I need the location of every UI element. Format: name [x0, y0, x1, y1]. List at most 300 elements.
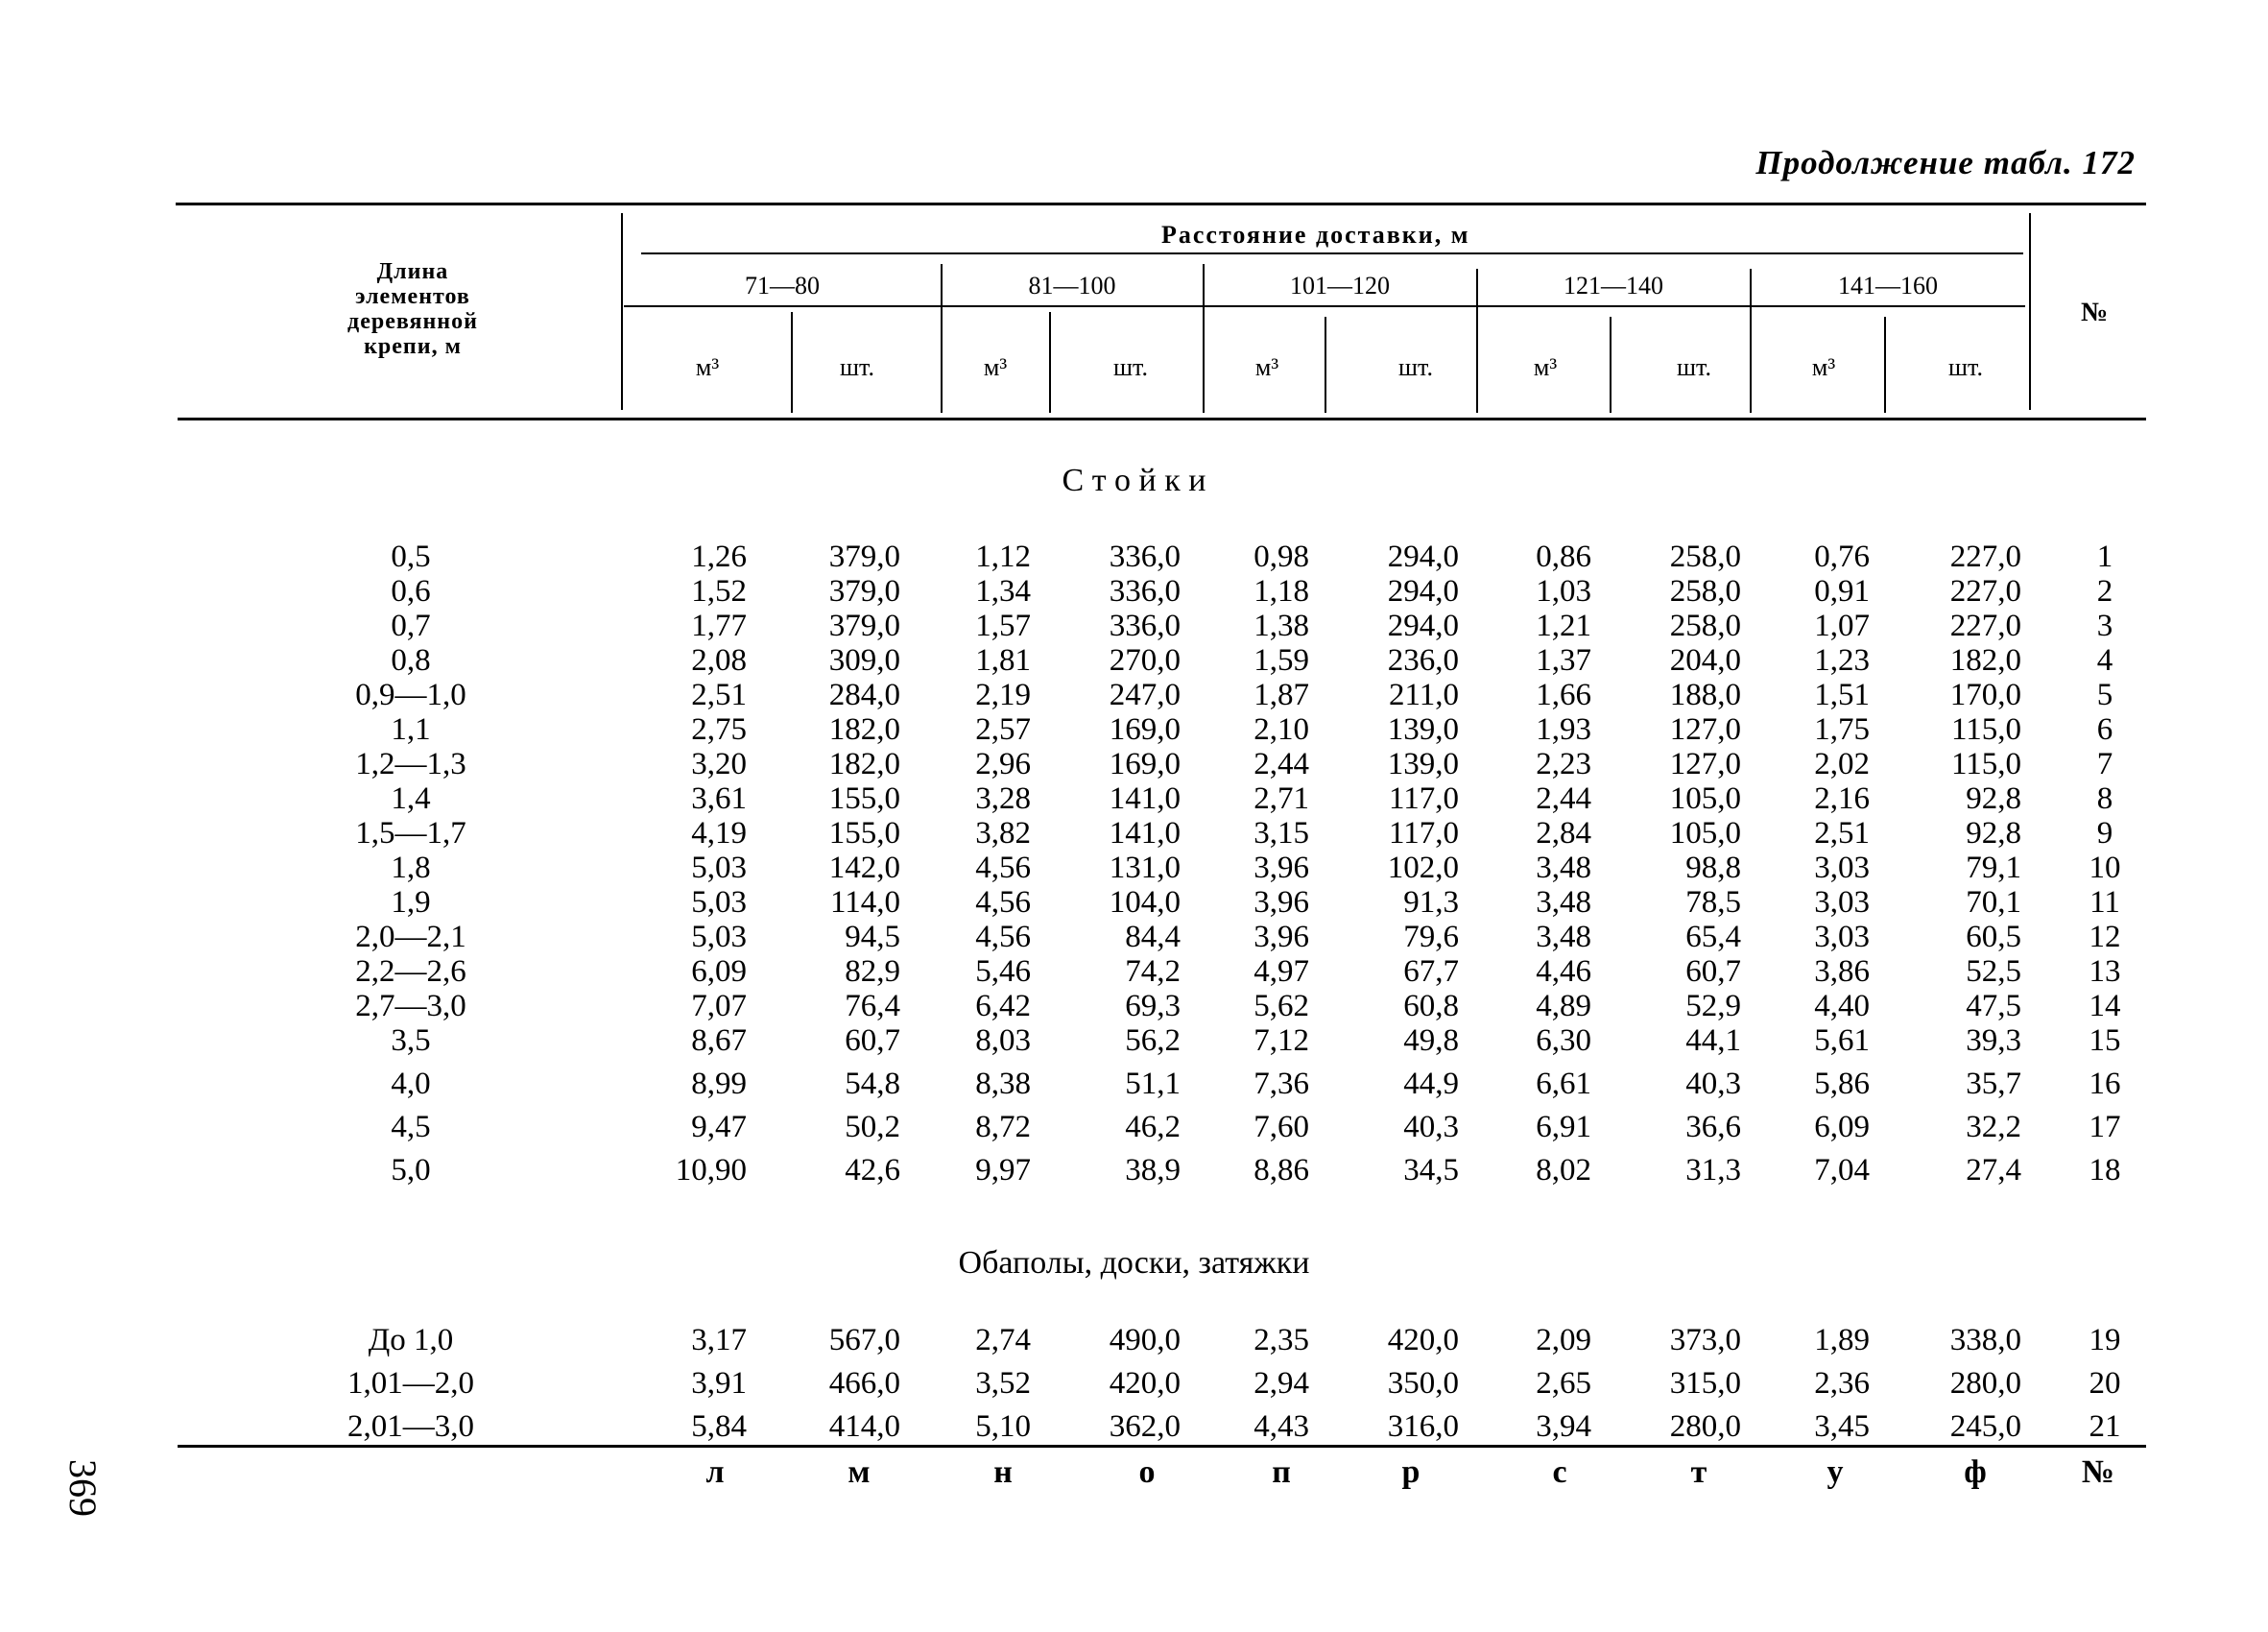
table-row: [0, 678, 2268, 712]
volume-m3-cell: 3,52: [975, 1366, 1031, 1401]
column-letter: с: [1552, 1454, 1567, 1490]
volume-m3-cell: 0,91: [1814, 574, 1870, 609]
unit-m3: м³: [1811, 353, 1836, 381]
column-letter: т: [1690, 1454, 1707, 1490]
length-cell: 0,9—1,0: [355, 678, 466, 712]
count-pcs-cell: 44,9: [1403, 1067, 1459, 1101]
length-cell: 0,8: [391, 643, 431, 678]
volume-m3-cell: 2,65: [1536, 1366, 1591, 1401]
group-header: 141—160: [1838, 272, 1938, 300]
volume-m3-cell: 4,56: [975, 920, 1031, 954]
table-row: [0, 816, 2268, 851]
volume-m3-cell: 5,03: [691, 851, 747, 885]
length-cell: 2,0—2,1: [355, 920, 466, 954]
volume-m3-cell: 8,99: [691, 1067, 747, 1101]
volume-m3-cell: 2,19: [975, 678, 1031, 712]
volume-m3-cell: 6,09: [1814, 1110, 1870, 1144]
length-cell: 1,9: [391, 885, 431, 920]
count-pcs-cell: 227,0: [1949, 574, 2021, 609]
volume-m3-cell: 2,74: [975, 1323, 1031, 1357]
distance-underline: [641, 252, 2023, 254]
table-row: [0, 885, 2268, 920]
group-underline: [624, 305, 2025, 307]
count-pcs-cell: 270,0: [1109, 643, 1181, 678]
volume-m3-cell: 3,17: [691, 1323, 747, 1357]
table-row: [0, 1023, 2268, 1058]
header-bottom-rule: [178, 418, 2146, 420]
volume-m3-cell: 1,66: [1536, 678, 1591, 712]
column-letter: р: [1401, 1454, 1420, 1490]
volume-m3-cell: 1,81: [975, 643, 1031, 678]
volume-m3-cell: 7,36: [1253, 1067, 1309, 1101]
count-pcs-cell: 567,0: [828, 1323, 900, 1357]
volume-m3-cell: 2,23: [1536, 747, 1591, 781]
volume-m3-cell: 3,94: [1536, 1409, 1591, 1444]
count-pcs-cell: 69,3: [1125, 989, 1181, 1023]
count-pcs-cell: 105,0: [1669, 816, 1741, 851]
volume-m3-cell: 2,16: [1814, 781, 1870, 816]
volume-m3-cell: 0,86: [1536, 540, 1591, 574]
volume-m3-cell: 2,35: [1253, 1323, 1309, 1357]
length-cell: 1,8: [391, 851, 431, 885]
volume-m3-cell: 6,30: [1536, 1023, 1591, 1058]
count-pcs-cell: 27,4: [1966, 1153, 2021, 1188]
header-vline: [2029, 213, 2031, 410]
count-pcs-cell: 49,8: [1403, 1023, 1459, 1058]
table-row: [0, 851, 2268, 885]
row-number-cell: 19: [2089, 1323, 2121, 1357]
count-pcs-cell: 227,0: [1949, 609, 2021, 643]
unit-m3: м³: [983, 353, 1008, 381]
volume-m3-cell: 2,09: [1536, 1323, 1591, 1357]
table-row: [0, 1067, 2268, 1101]
count-pcs-cell: 60,8: [1403, 989, 1459, 1023]
volume-m3-cell: 6,09: [691, 954, 747, 989]
count-pcs-cell: 65,4: [1685, 920, 1741, 954]
count-pcs-cell: 92,8: [1966, 816, 2021, 851]
count-pcs-cell: 34,5: [1403, 1153, 1459, 1188]
volume-m3-cell: 1,23: [1814, 643, 1870, 678]
count-pcs-cell: 169,0: [1109, 712, 1181, 747]
row-number-cell: 2: [2096, 574, 2113, 609]
count-pcs-cell: 51,1: [1125, 1067, 1181, 1101]
length-cell: 0,7: [391, 609, 431, 643]
table-row: [0, 920, 2268, 954]
count-pcs-cell: 258,0: [1669, 574, 1741, 609]
volume-m3-cell: 4,46: [1536, 954, 1591, 989]
length-cell: 4,0: [391, 1067, 431, 1101]
volume-m3-cell: 2,36: [1814, 1366, 1870, 1401]
count-pcs-cell: 42,6: [845, 1153, 900, 1188]
row-number-cell: 16: [2089, 1067, 2121, 1101]
volume-m3-cell: 3,48: [1536, 851, 1591, 885]
volume-m3-cell: 6,61: [1536, 1067, 1591, 1101]
volume-m3-cell: 1,07: [1814, 609, 1870, 643]
volume-m3-cell: 1,21: [1536, 609, 1591, 643]
volume-m3-cell: 3,20: [691, 747, 747, 781]
count-pcs-cell: 44,1: [1685, 1023, 1741, 1058]
row-number-cell: 9: [2096, 816, 2113, 851]
table-row: [0, 1409, 2268, 1444]
length-cell: 1,01—2,0: [347, 1366, 474, 1401]
volume-m3-cell: 3,48: [1536, 885, 1591, 920]
volume-m3-cell: 3,96: [1253, 920, 1309, 954]
volume-m3-cell: 3,61: [691, 781, 747, 816]
count-pcs-cell: 102,0: [1387, 851, 1459, 885]
count-pcs-cell: 79,1: [1966, 851, 2021, 885]
count-pcs-cell: 414,0: [828, 1409, 900, 1444]
volume-m3-cell: 1,93: [1536, 712, 1591, 747]
row-number-cell: 21: [2089, 1409, 2121, 1444]
page-number: 369: [61, 1459, 105, 1517]
table-row: [0, 1323, 2268, 1357]
count-pcs-cell: 258,0: [1669, 540, 1741, 574]
count-pcs-cell: 142,0: [828, 851, 900, 885]
section-title-stoiki: С т о й к и: [1062, 463, 1206, 498]
volume-m3-cell: 3,96: [1253, 851, 1309, 885]
count-pcs-cell: 98,8: [1685, 851, 1741, 885]
row-number-cell: 20: [2089, 1366, 2121, 1401]
volume-m3-cell: 5,86: [1814, 1067, 1870, 1101]
distance-header: Расстояние доставки, м: [1161, 221, 1470, 249]
length-header-line: элементов: [355, 284, 470, 309]
count-pcs-cell: 379,0: [828, 609, 900, 643]
volume-m3-cell: 4,40: [1814, 989, 1870, 1023]
volume-m3-cell: 1,52: [691, 574, 747, 609]
volume-m3-cell: 3,96: [1253, 885, 1309, 920]
unit-pcs: шт.: [1398, 353, 1433, 381]
volume-m3-cell: 7,12: [1253, 1023, 1309, 1058]
column-letter: л: [705, 1454, 725, 1490]
count-pcs-cell: 182,0: [1949, 643, 2021, 678]
row-number-cell: 8: [2096, 781, 2113, 816]
count-pcs-cell: 92,8: [1966, 781, 2021, 816]
count-pcs-cell: 294,0: [1387, 540, 1459, 574]
unit-m3: м³: [695, 353, 720, 381]
count-pcs-cell: 139,0: [1387, 712, 1459, 747]
count-pcs-cell: 490,0: [1109, 1323, 1181, 1357]
volume-m3-cell: 8,38: [975, 1067, 1031, 1101]
count-pcs-cell: 131,0: [1109, 851, 1181, 885]
length-header-line: деревянной: [347, 309, 478, 334]
length-cell: До 1,0: [368, 1323, 454, 1357]
volume-m3-cell: 2,84: [1536, 816, 1591, 851]
unit-vline: [1325, 317, 1326, 413]
volume-m3-cell: 2,51: [691, 678, 747, 712]
number-column-header: №: [2081, 298, 2109, 327]
length-header-line: крепи, м: [364, 334, 462, 359]
count-pcs-cell: 114,0: [829, 885, 900, 920]
count-pcs-cell: 379,0: [828, 574, 900, 609]
length-cell: 0,6: [391, 574, 431, 609]
unit-pcs: шт.: [840, 353, 874, 381]
volume-m3-cell: 6,91: [1536, 1110, 1591, 1144]
count-pcs-cell: 227,0: [1949, 540, 2021, 574]
table-row: [0, 540, 2268, 574]
volume-m3-cell: 6,42: [975, 989, 1031, 1023]
count-pcs-cell: 60,7: [845, 1023, 900, 1058]
length-cell: 4,5: [391, 1110, 431, 1144]
row-number-cell: 18: [2089, 1153, 2121, 1188]
column-letter: н: [993, 1454, 1013, 1490]
row-number-cell: 1: [2096, 540, 2113, 574]
volume-m3-cell: 7,60: [1253, 1110, 1309, 1144]
volume-m3-cell: 9,47: [691, 1110, 747, 1144]
row-number-cell: 4: [2096, 643, 2113, 678]
count-pcs-cell: 127,0: [1669, 747, 1741, 781]
count-pcs-cell: 70,1: [1966, 885, 2021, 920]
volume-m3-cell: 4,43: [1253, 1409, 1309, 1444]
count-pcs-cell: 420,0: [1387, 1323, 1459, 1357]
volume-m3-cell: 5,03: [691, 885, 747, 920]
count-pcs-cell: 350,0: [1387, 1366, 1459, 1401]
length-cell: 3,5: [391, 1023, 431, 1058]
count-pcs-cell: 336,0: [1109, 609, 1181, 643]
count-pcs-cell: 84,4: [1125, 920, 1181, 954]
length-header-line: Длина: [376, 259, 449, 284]
volume-m3-cell: 3,15: [1253, 816, 1309, 851]
count-pcs-cell: 182,0: [828, 747, 900, 781]
unit-pcs: шт.: [1113, 353, 1148, 381]
count-pcs-cell: 336,0: [1109, 540, 1181, 574]
length-column-header: [317, 259, 509, 359]
count-pcs-cell: 115,0: [1950, 712, 2021, 747]
volume-m3-cell: 2,44: [1253, 747, 1309, 781]
volume-m3-cell: 3,82: [975, 816, 1031, 851]
count-pcs-cell: 31,3: [1685, 1153, 1741, 1188]
group-vline: [1750, 269, 1752, 413]
column-letter: м: [848, 1454, 871, 1490]
unit-vline: [791, 312, 793, 413]
volume-m3-cell: 1,37: [1536, 643, 1591, 678]
volume-m3-cell: 8,67: [691, 1023, 747, 1058]
table-row: [0, 609, 2268, 643]
table-row: [0, 1153, 2268, 1188]
volume-m3-cell: 4,56: [975, 851, 1031, 885]
volume-m3-cell: 1,51: [1814, 678, 1870, 712]
count-pcs-cell: 379,0: [828, 540, 900, 574]
volume-m3-cell: 1,18: [1253, 574, 1309, 609]
volume-m3-cell: 2,71: [1253, 781, 1309, 816]
count-pcs-cell: 47,5: [1966, 989, 2021, 1023]
table-bottom-rule: [178, 1445, 2146, 1448]
group-vline: [1203, 264, 1205, 413]
header-vline: [621, 213, 623, 410]
count-pcs-cell: 91,3: [1403, 885, 1459, 920]
volume-m3-cell: 3,28: [975, 781, 1031, 816]
count-pcs-cell: 362,0: [1109, 1409, 1181, 1444]
group-header: 101—120: [1290, 272, 1390, 300]
volume-m3-cell: 2,08: [691, 643, 747, 678]
count-pcs-cell: 40,3: [1403, 1110, 1459, 1144]
column-letter: о: [1138, 1454, 1156, 1490]
group-vline: [1476, 269, 1478, 413]
volume-m3-cell: 2,02: [1814, 747, 1870, 781]
volume-m3-cell: 3,45: [1814, 1409, 1870, 1444]
volume-m3-cell: 3,03: [1814, 920, 1870, 954]
length-cell: 2,01—3,0: [347, 1409, 474, 1444]
table-row: [0, 1366, 2268, 1401]
volume-m3-cell: 0,76: [1814, 540, 1870, 574]
row-number-cell: 15: [2089, 1023, 2121, 1058]
volume-m3-cell: 1,03: [1536, 574, 1591, 609]
volume-m3-cell: 2,57: [975, 712, 1031, 747]
length-cell: 1,4: [391, 781, 431, 816]
count-pcs-cell: 78,5: [1685, 885, 1741, 920]
column-letter: №: [2081, 1454, 2115, 1490]
count-pcs-cell: 245,0: [1949, 1409, 2021, 1444]
count-pcs-cell: 38,9: [1125, 1153, 1181, 1188]
table-row: [0, 747, 2268, 781]
count-pcs-cell: 60,5: [1966, 920, 2021, 954]
length-cell: 0,5: [391, 540, 431, 574]
unit-vline: [1610, 317, 1611, 413]
length-cell: 1,2—1,3: [355, 747, 466, 781]
volume-m3-cell: 2,44: [1536, 781, 1591, 816]
top-rule: [176, 203, 2146, 205]
count-pcs-cell: 280,0: [1669, 1409, 1741, 1444]
table-row: [0, 643, 2268, 678]
count-pcs-cell: 258,0: [1669, 609, 1741, 643]
row-number-cell: 5: [2096, 678, 2113, 712]
volume-m3-cell: 5,46: [975, 954, 1031, 989]
group-header: 81—100: [1028, 272, 1116, 300]
count-pcs-cell: 155,0: [828, 816, 900, 851]
volume-m3-cell: 5,10: [975, 1409, 1031, 1444]
volume-m3-cell: 1,38: [1253, 609, 1309, 643]
volume-m3-cell: 2,96: [975, 747, 1031, 781]
table-row: [0, 781, 2268, 816]
volume-m3-cell: 5,84: [691, 1409, 747, 1444]
length-cell: 1,5—1,7: [355, 816, 466, 851]
volume-m3-cell: 4,56: [975, 885, 1031, 920]
count-pcs-cell: 309,0: [828, 643, 900, 678]
length-cell: 1,1: [391, 712, 431, 747]
volume-m3-cell: 1,89: [1814, 1323, 1870, 1357]
volume-m3-cell: 7,07: [691, 989, 747, 1023]
column-letter: у: [1826, 1454, 1844, 1490]
volume-m3-cell: 1,75: [1814, 712, 1870, 747]
count-pcs-cell: 316,0: [1387, 1409, 1459, 1444]
group-header: 71—80: [745, 272, 820, 300]
group-header: 121—140: [1564, 272, 1663, 300]
count-pcs-cell: 338,0: [1949, 1323, 2021, 1357]
group-vline: [941, 264, 943, 413]
count-pcs-cell: 79,6: [1403, 920, 1459, 954]
volume-m3-cell: 4,19: [691, 816, 747, 851]
table-row: [0, 989, 2268, 1023]
length-cell: 5,0: [391, 1153, 431, 1188]
count-pcs-cell: 40,3: [1685, 1067, 1741, 1101]
count-pcs-cell: 294,0: [1387, 574, 1459, 609]
unit-m3: м³: [1254, 353, 1279, 381]
count-pcs-cell: 188,0: [1669, 678, 1741, 712]
row-number-cell: 13: [2089, 954, 2121, 989]
count-pcs-cell: 236,0: [1387, 643, 1459, 678]
count-pcs-cell: 46,2: [1125, 1110, 1181, 1144]
count-pcs-cell: 115,0: [1950, 747, 2021, 781]
volume-m3-cell: 7,04: [1814, 1153, 1870, 1188]
count-pcs-cell: 117,0: [1388, 816, 1459, 851]
row-number-cell: 14: [2089, 989, 2121, 1023]
volume-m3-cell: 1,26: [691, 540, 747, 574]
count-pcs-cell: 373,0: [1669, 1323, 1741, 1357]
volume-m3-cell: 1,59: [1253, 643, 1309, 678]
count-pcs-cell: 36,6: [1685, 1110, 1741, 1144]
volume-m3-cell: 5,03: [691, 920, 747, 954]
count-pcs-cell: 94,5: [845, 920, 900, 954]
unit-vline: [1884, 317, 1886, 413]
count-pcs-cell: 182,0: [828, 712, 900, 747]
volume-m3-cell: 3,91: [691, 1366, 747, 1401]
volume-m3-cell: 1,57: [975, 609, 1031, 643]
volume-m3-cell: 1,87: [1253, 678, 1309, 712]
count-pcs-cell: 247,0: [1109, 678, 1181, 712]
volume-m3-cell: 4,97: [1253, 954, 1309, 989]
table-row: [0, 1110, 2268, 1144]
row-number-cell: 6: [2096, 712, 2113, 747]
count-pcs-cell: 294,0: [1387, 609, 1459, 643]
count-pcs-cell: 52,9: [1685, 989, 1741, 1023]
count-pcs-cell: 56,2: [1125, 1023, 1181, 1058]
count-pcs-cell: 117,0: [1388, 781, 1459, 816]
count-pcs-cell: 141,0: [1109, 781, 1181, 816]
length-cell: 2,7—3,0: [355, 989, 466, 1023]
table-row: [0, 954, 2268, 989]
count-pcs-cell: 32,2: [1966, 1110, 2021, 1144]
unit-pcs: шт.: [1677, 353, 1711, 381]
volume-m3-cell: 3,03: [1814, 851, 1870, 885]
volume-m3-cell: 3,48: [1536, 920, 1591, 954]
count-pcs-cell: 74,2: [1125, 954, 1181, 989]
count-pcs-cell: 211,0: [1388, 678, 1459, 712]
count-pcs-cell: 420,0: [1109, 1366, 1181, 1401]
row-number-cell: 3: [2096, 609, 2113, 643]
count-pcs-cell: 105,0: [1669, 781, 1741, 816]
count-pcs-cell: 141,0: [1109, 816, 1181, 851]
count-pcs-cell: 284,0: [828, 678, 900, 712]
volume-m3-cell: 3,03: [1814, 885, 1870, 920]
count-pcs-cell: 127,0: [1669, 712, 1741, 747]
unit-m3: м³: [1533, 353, 1558, 381]
length-cell: 2,2—2,6: [355, 954, 466, 989]
column-letter: п: [1272, 1454, 1291, 1490]
volume-m3-cell: 8,72: [975, 1110, 1031, 1144]
count-pcs-cell: 315,0: [1669, 1366, 1741, 1401]
volume-m3-cell: 5,61: [1814, 1023, 1870, 1058]
count-pcs-cell: 104,0: [1109, 885, 1181, 920]
count-pcs-cell: 155,0: [828, 781, 900, 816]
table-row: [0, 574, 2268, 609]
count-pcs-cell: 39,3: [1966, 1023, 2021, 1058]
volume-m3-cell: 8,86: [1253, 1153, 1309, 1188]
volume-m3-cell: 9,97: [975, 1153, 1031, 1188]
count-pcs-cell: 169,0: [1109, 747, 1181, 781]
count-pcs-cell: 82,9: [845, 954, 900, 989]
row-number-cell: 11: [2089, 885, 2120, 920]
count-pcs-cell: 52,5: [1966, 954, 2021, 989]
column-letter: ф: [1964, 1454, 1987, 1490]
count-pcs-cell: 60,7: [1685, 954, 1741, 989]
count-pcs-cell: 76,4: [845, 989, 900, 1023]
volume-m3-cell: 1,77: [691, 609, 747, 643]
table-caption: Продолжение табл. 172: [1755, 144, 2136, 181]
count-pcs-cell: 67,7: [1403, 954, 1459, 989]
count-pcs-cell: 204,0: [1669, 643, 1741, 678]
count-pcs-cell: 54,8: [845, 1067, 900, 1101]
row-number-cell: 17: [2089, 1110, 2121, 1144]
volume-m3-cell: 8,03: [975, 1023, 1031, 1058]
